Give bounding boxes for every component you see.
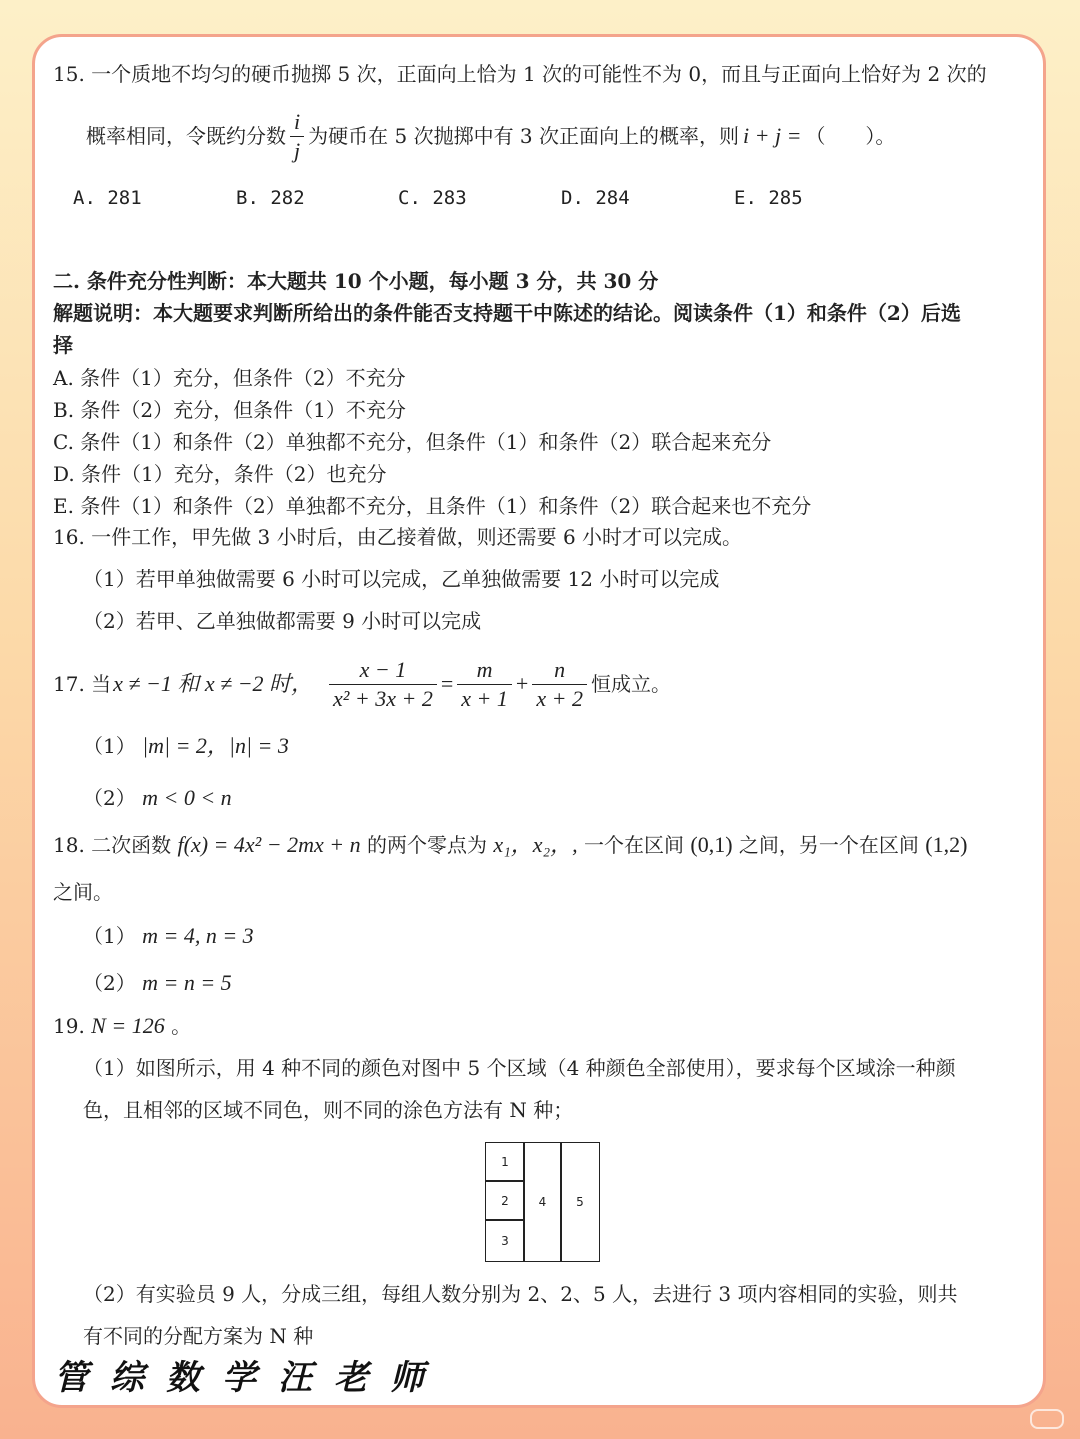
q17-fraction-1 bbox=[329, 656, 437, 713]
q19-stem bbox=[53, 1012, 191, 1040]
section2-title: 二. 条件充分性判断：本大题共 10 个小题，每小题 3 分，共 30 分 bbox=[53, 269, 659, 293]
q15-line2 bbox=[86, 106, 895, 166]
q16-stem: 16. 一件工作，甲先做 3 小时后，由乙接着做，则还需要 6 小时才可以完成。 bbox=[53, 525, 743, 549]
q18-c1-label: （1） bbox=[83, 924, 136, 948]
choice-c: C. 条件（1）和条件（2）单独都不充分，但条件（1）和条件（2）联合起来充分 bbox=[53, 430, 772, 454]
author-signature: 管综数学汪老师 bbox=[54, 1358, 446, 1398]
choice-d: D. 条件（1）充分，条件（2）也充分 bbox=[53, 462, 387, 486]
q17-fraction-3 bbox=[532, 656, 587, 713]
q17-condition: x ≠ −1 和 x ≠ −2 时， bbox=[113, 671, 314, 696]
q19-number: 19. bbox=[53, 1014, 85, 1038]
q18-c1-expr: m = 4, n = 3 bbox=[142, 923, 254, 948]
q18-function: f(x) = 4x² − 2mx + n bbox=[177, 832, 361, 857]
q17-suffix: 恒成立。 bbox=[590, 672, 671, 696]
q18-condition-1 bbox=[83, 922, 254, 950]
q17-plus: + bbox=[515, 671, 529, 696]
q15-text-c: （ ）。 bbox=[805, 124, 896, 148]
q18-zeros: x₁，x₂，, bbox=[493, 832, 578, 857]
q18-text-d: 之间，另一个在区间 bbox=[738, 833, 919, 857]
q17-equals: = bbox=[440, 671, 454, 696]
q17-condition-1 bbox=[83, 732, 289, 760]
q15-text-a: 概率相同，令既约分数 bbox=[86, 124, 286, 148]
q17-prefix: 17. 当 bbox=[53, 672, 112, 696]
section2-desc-line2: 择 bbox=[53, 333, 73, 357]
region-3: 3 bbox=[485, 1219, 525, 1262]
q17-f2-den: x + 1 bbox=[461, 685, 508, 711]
q15-option-e: E. 285 bbox=[734, 187, 803, 209]
expand-icon[interactable] bbox=[1030, 1409, 1064, 1429]
q17-f3-den: x + 2 bbox=[536, 685, 583, 711]
q15-option-a: A. 281 bbox=[73, 187, 142, 209]
q17-c2-label: （2） bbox=[83, 786, 136, 810]
q15-text-b: 为硬币在 5 次抛掷中有 3 次正面向上的概率，则 bbox=[308, 124, 740, 148]
q19-stem-end: 。 bbox=[171, 1014, 192, 1038]
q18-line1 bbox=[53, 831, 967, 859]
q17-c1-expr: |m| = 2，|n| = 3 bbox=[142, 733, 289, 758]
q15-line1: 15. 一个质地不均匀的硬币抛掷 5 次，正面向上恰为 1 次的可能性不为 0，而且与正面向上恰好为 2 次的 bbox=[53, 62, 987, 86]
q17-f2-num: m bbox=[457, 656, 512, 685]
region-1: 1 bbox=[485, 1142, 525, 1182]
q18-interval-2: (1,2) bbox=[925, 832, 968, 857]
q19-c1-line2: 色，且相邻的区域不同色，则不同的涂色方法有 N 种； bbox=[83, 1098, 574, 1122]
q17-c2-expr: m < 0 < n bbox=[142, 785, 232, 810]
section2-desc-line1: 解题说明：本大题要求判断所给出的条件能否支持题干中陈述的结论。阅读条件（1）和条件（2）后选 bbox=[53, 301, 961, 325]
q17-f3-num: n bbox=[532, 656, 587, 685]
q18-text-c: 一个在区间 bbox=[584, 833, 685, 857]
q15-option-d: D. 284 bbox=[561, 187, 630, 209]
q17-fraction-2 bbox=[457, 656, 512, 713]
q17-condition-2 bbox=[83, 784, 232, 812]
q19-c2-line2: 有不同的分配方案为 N 种 bbox=[83, 1324, 314, 1348]
choice-e: E. 条件（1）和条件（2）单独都不充分，且条件（1）和条件（2）联合起来也不充分 bbox=[53, 494, 812, 518]
q15-option-b: B. 282 bbox=[236, 187, 305, 209]
q17-stem bbox=[53, 652, 671, 716]
q15-frac-num: i bbox=[290, 108, 304, 137]
q18-c2-label: （2） bbox=[83, 971, 136, 995]
q16-condition-1: （1）若甲单独做需要 6 小时可以完成，乙单独做需要 12 小时可以完成 bbox=[83, 567, 720, 591]
q17-f1-den: x² + 3x + 2 bbox=[333, 685, 433, 711]
region-diagram bbox=[485, 1142, 600, 1262]
q19-c1-line1: （1）如图所示，用 4 种不同的颜色对图中 5 个区域（4 种颜色全部使用），要求每个区域涂一种颜 bbox=[83, 1056, 956, 1080]
q19-c2-line1: （2）有实验员 9 人，分成三组，每组人数分别为 2、2、5 人，去进行 3 项内容相同的实验，则共 bbox=[83, 1282, 958, 1306]
region-4: 4 bbox=[523, 1142, 562, 1262]
q16-condition-2: （2）若甲、乙单独做都需要 9 小时可以完成 bbox=[83, 609, 482, 633]
q17-f1-num: x − 1 bbox=[329, 656, 437, 685]
q15-frac-den: j bbox=[294, 137, 301, 163]
q15-fraction bbox=[290, 108, 304, 165]
choice-a: A. 条件（1）充分，但条件（2）不充分 bbox=[53, 366, 406, 390]
q18-text-b: 的两个零点为 bbox=[366, 833, 487, 857]
region-5: 5 bbox=[560, 1142, 600, 1262]
q18-text-a: 18. 二次函数 bbox=[53, 833, 172, 857]
q19-expr: N = 126 bbox=[91, 1013, 165, 1038]
choice-b: B. 条件（2）充分，但条件（1）不充分 bbox=[53, 398, 406, 422]
q18-condition-2 bbox=[83, 969, 232, 997]
q17-c1-label: （1） bbox=[83, 734, 136, 758]
q15-expr: i + j = bbox=[743, 123, 802, 148]
q15-option-c: C. 283 bbox=[398, 187, 467, 209]
q18-c2-expr: m = n = 5 bbox=[142, 970, 232, 995]
region-2: 2 bbox=[485, 1180, 525, 1221]
q18-line2: 之间。 bbox=[53, 880, 113, 904]
q18-interval-1: (0,1) bbox=[690, 832, 733, 857]
